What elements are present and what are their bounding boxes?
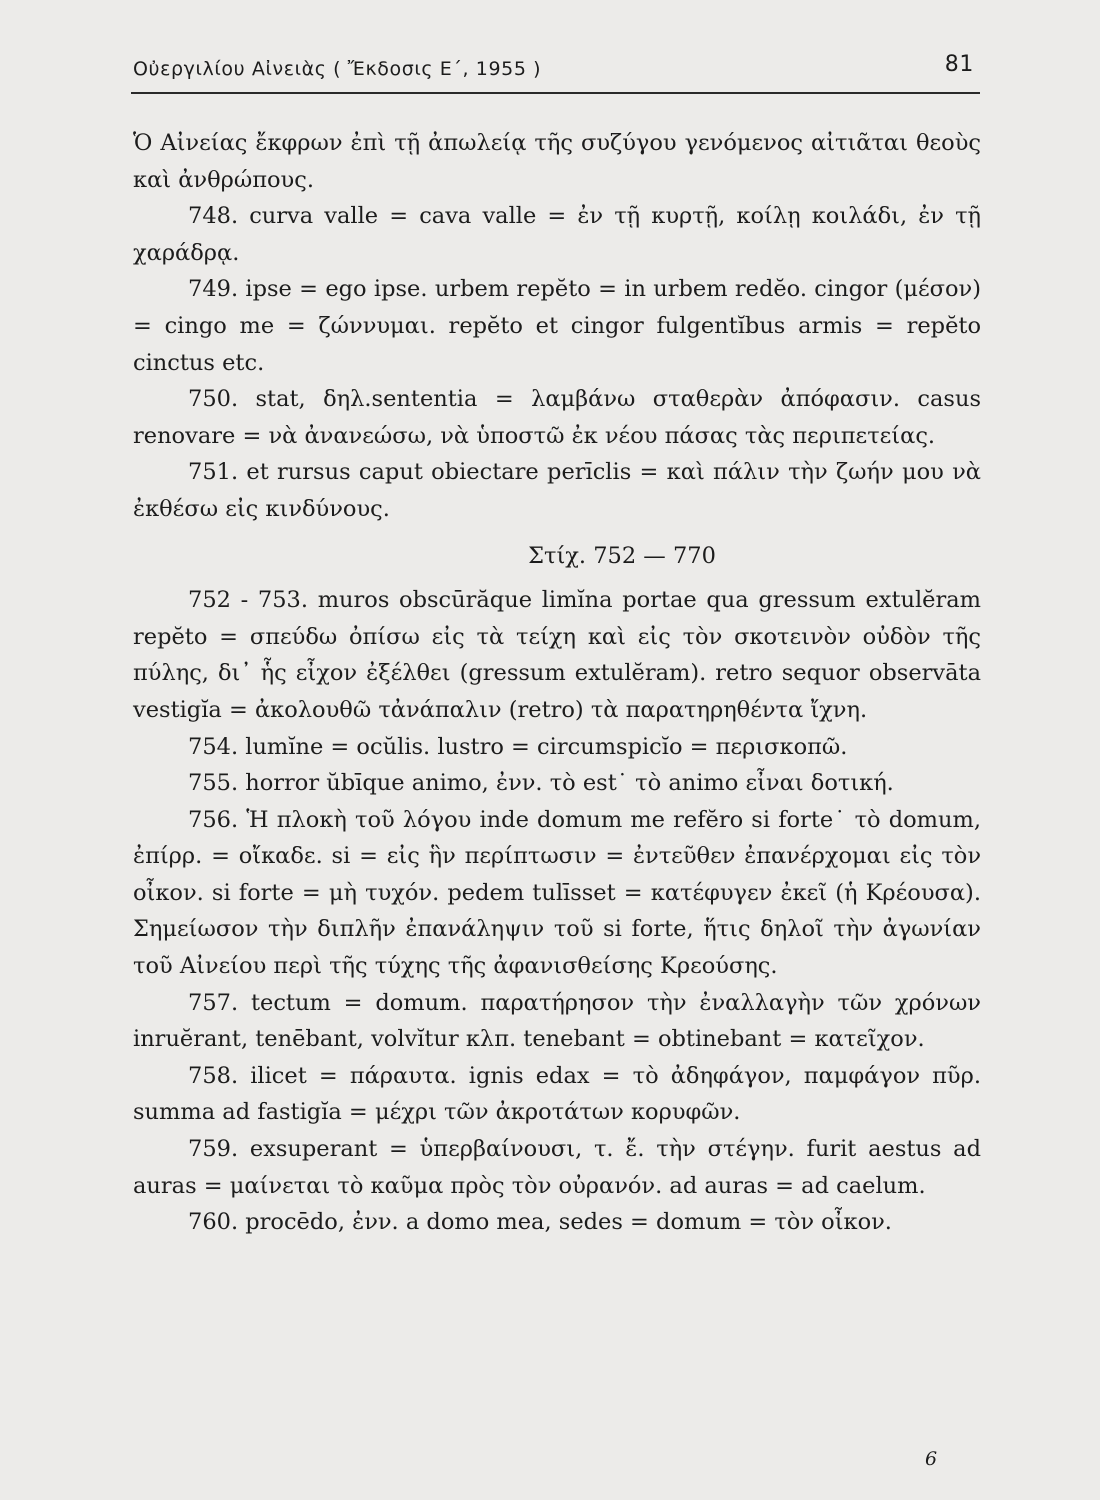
commentary-paragraph: 752 - 753. muros obscūrăque limĭna portae qua gressum extulĕram repĕto = σπεύδω ὀπίσω εἰς τὰ τείχη καὶ εἰς τὸν σκοτεινὸν οὐδὸν τῆς πύλης, δι᾽ ἧς εἶχον ἐξέλθει (gressum extulĕram). retro sequor observāta vestigĭa = ἀκολουθῶ τἀνάπαλιν (retro) τὰ παρατηρηθέντα ἴχνη.: [133, 587, 981, 723]
page-number: 81: [944, 52, 974, 77]
commentary-paragraph: 750. stat, δηλ.sententia = λαμβάνω σταθερὰν ἀπόφασιν. casus renovare = νὰ ἀνανεώσω, νὰ ὑποστῶ ἐκ νέου πάσας τὰς περιπετείας.: [133, 386, 981, 449]
commentary-paragraph: 754. lumĭne = ocŭlis. lustro = circumspicĭo = περισκοπῶ.: [188, 733, 848, 760]
signature-mark: 6: [925, 1448, 938, 1470]
commentary-paragraph: 757. tectum = domum. παρατήρησον τὴν ἐναλλαγὴν τῶν χρόνων inruĕrant, tenēbant, volvĭtur κλπ. tenebant = obtinebant = κατεῖχον.: [133, 989, 981, 1053]
commentary-paragraph: 748. curva valle = cava valle = ἐν τῇ κυρτῇ, κοίλῃ κοιλάδι, ἐν τῇ χαράδρᾳ.: [133, 203, 981, 266]
commentary-paragraph: 759. exsuperant = ὑπερβαίνουσι, τ. ἔ. τὴν στέγην. furit aestus ad auras = μαίνεται τὸ καῦμα πρὸς τὸν οὐρανόν. ad auras = ad caelum.: [133, 1136, 981, 1199]
commentary-body: [133, 125, 981, 1241]
running-title: Οὐεργιλίου Αἰνειὰς ( Ἔκδοσις Ε΄, 1955 ): [133, 58, 542, 80]
commentary-paragraph: 756. Ἡ πλοκὴ τοῦ λόγου inde domum me refĕro si forte˙ τὸ domum, ἐπίρρ. = οἴκαδε. si = εἰς ἣν περίπτωσιν = ἐντεῦθεν ἐπανέρχομαι εἰς τὸν οἶκον. si forte = μὴ τυχόν. pedem tulīsset = κατέφυγεν ἐκεῖ (ἡ Κρέουσα). Σημείωσον τὴν διπλῆν ἐπανάληψιν τοῦ si forte, ἥτις δηλοῖ τὴν ἀγωνίαν τοῦ Αἰνείου περὶ τῆς τύχης τῆς ἀφανισθείσης Κρεούσης.: [133, 806, 981, 980]
commentary-paragraph: 758. ilicet = πάραυτα. ignis edax = τὸ ἀδηφάγον, παμφάγον πῦρ. summa ad fastigĭa = μέχρι τῶν ἀκροτάτων κορυφῶν.: [133, 1062, 981, 1126]
commentary-paragraph: 760. procēdo, ἐνν. a domo mea, sedes = domum = τὸν οἶκον.: [188, 1209, 892, 1236]
commentary-paragraph: Ὁ Αἰνείας ἔκφρων ἐπὶ τῇ ἀπωλείᾳ τῆς συζύγου γενόμενος αἰτιᾶται θεοὺς καὶ ἀνθρώπους.: [133, 130, 981, 193]
section-title: Στίχ. 752 — 770: [528, 542, 716, 569]
commentary-paragraph: 755. horror ŭbīque animo, ἐνν. τὸ est˙ τὸ animo εἶναι δοτική.: [188, 770, 894, 797]
commentary-paragraph: 751. et rursus caput obiectare perīclis = καὶ πάλιν τὴν ζωήν μου νὰ ἐκθέσω εἰς κινδύνους.: [133, 459, 981, 522]
running-header: [131, 42, 980, 94]
commentary-paragraph: 749. ipse = ego ipse. urbem repĕto = in urbem redĕo. cingor (μέσον) = cingo me = ζώννυμαι. repĕto et cingor fulgentĭbus armis = repĕto cinctus etc.: [133, 276, 981, 376]
